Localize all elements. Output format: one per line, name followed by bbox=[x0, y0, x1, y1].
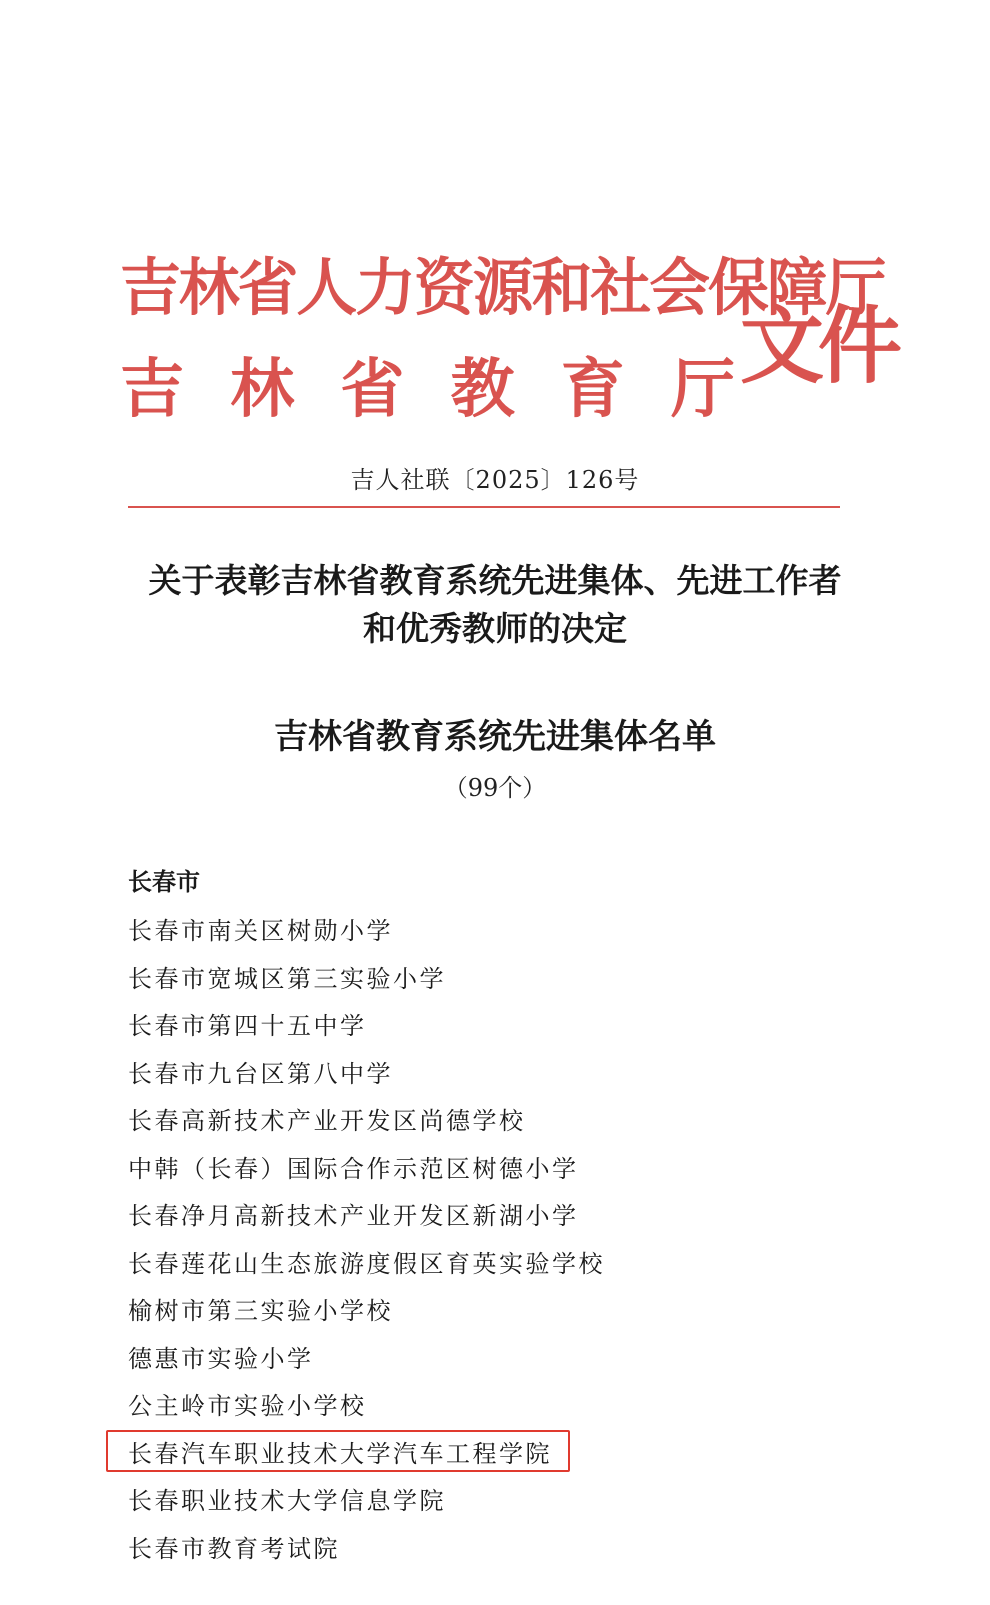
list-item: 长春净月高新技术产业开发区新湖小学 bbox=[128, 1202, 579, 1230]
list-item: 长春职业技术大学信息学院 bbox=[128, 1487, 446, 1515]
list-count: （99个） bbox=[443, 774, 547, 802]
red-divider bbox=[128, 506, 840, 508]
masthead-char: 厅 bbox=[670, 353, 735, 427]
document-number: 吉人社联〔2025〕126号 bbox=[350, 466, 640, 494]
masthead-issuer-2 bbox=[120, 350, 735, 430]
list-item: 长春市教育考试院 bbox=[128, 1534, 340, 1563]
list-item: 长春市九台区第八中学 bbox=[128, 1059, 393, 1088]
masthead-char: 林 bbox=[230, 353, 295, 427]
unit-list bbox=[128, 910, 868, 1575]
list-item: 长春高新技术产业开发区尚德学校 bbox=[128, 1107, 526, 1135]
masthead-suffix: 文件 bbox=[740, 297, 897, 395]
masthead-char: 省 bbox=[340, 353, 405, 427]
decision-title-line-2: 和优秀教师的决定 bbox=[363, 609, 627, 648]
masthead-char: 育 bbox=[560, 353, 625, 427]
masthead-issuer-1: 吉林省人力资源和社会保障厅 bbox=[120, 251, 885, 324]
section-heading: 长春市 bbox=[128, 868, 200, 896]
list-item: 中韩（长春）国际合作示范区树德小学 bbox=[128, 1154, 579, 1183]
list-item: 长春莲花山生态旅游度假区育英实验学校 bbox=[128, 1249, 605, 1278]
masthead-char: 吉 bbox=[120, 353, 184, 427]
list-item: 德惠市实验小学 bbox=[128, 1344, 314, 1373]
list-item: 公主岭市实验小学校 bbox=[128, 1392, 367, 1420]
list-item: 长春市南关区树勋小学 bbox=[128, 917, 393, 945]
list-item: 长春市宽城区第三实验小学 bbox=[128, 964, 446, 993]
list-item-highlighted: 长春汽车职业技术大学汽车工程学院 bbox=[128, 1439, 552, 1468]
highlight-box bbox=[106, 1430, 570, 1472]
masthead-char: 教 bbox=[450, 353, 515, 427]
list-item: 长春市第四十五中学 bbox=[128, 1012, 367, 1040]
list-title: 吉林省教育系统先进集体名单 bbox=[274, 717, 716, 757]
masthead bbox=[120, 250, 897, 450]
list-item: 榆树市第三实验小学校 bbox=[128, 1297, 393, 1325]
decision-title bbox=[100, 557, 890, 653]
decision-title-line-1: 关于表彰吉林省教育系统先进集体、先进工作者 bbox=[148, 561, 842, 600]
